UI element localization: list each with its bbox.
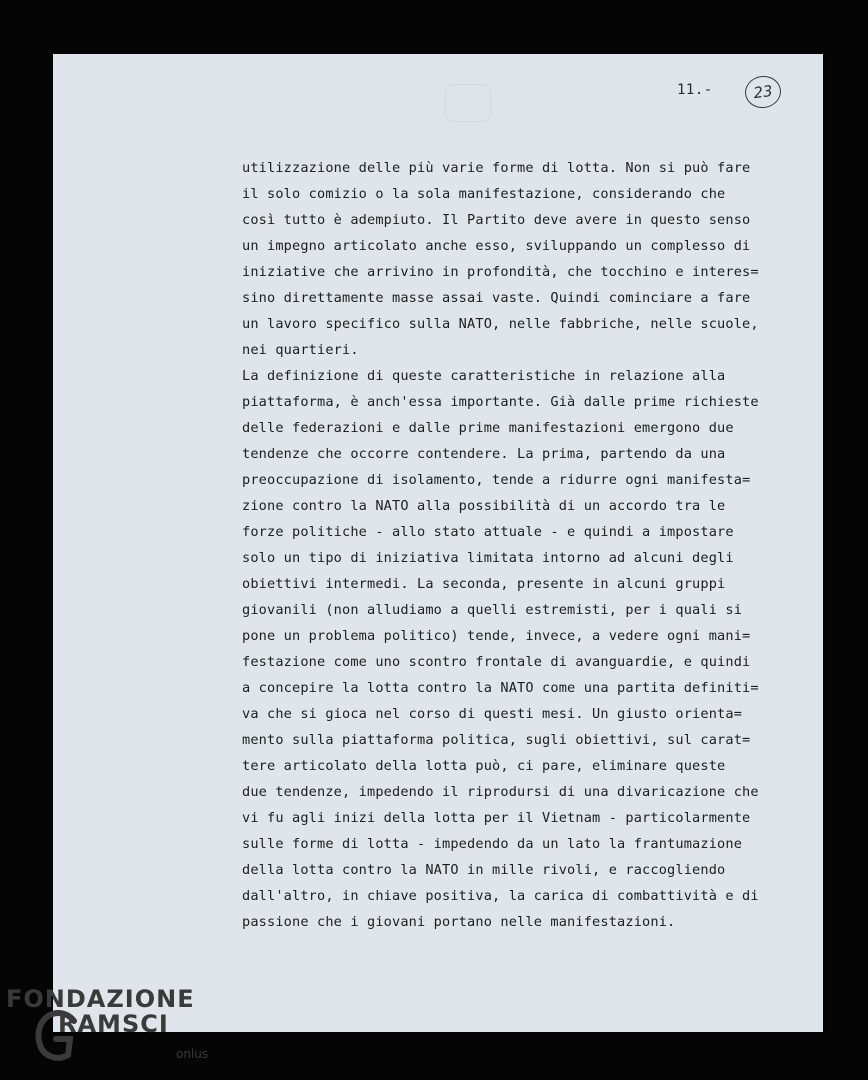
- text-line: dall'altro, in chiave positiva, la carica di combattività e di: [242, 888, 759, 904]
- text-line: della lotta contro la NATO in mille rivoli, e raccogliendo: [242, 862, 726, 878]
- text-line: delle federazioni e dalle prime manifestazioni emergono due: [242, 420, 734, 436]
- text-line: festazione come uno scontro frontale di avanguardie, e quindi: [242, 654, 751, 670]
- page-number: 11.-: [677, 82, 713, 98]
- text-line: preoccupazione di isolamento, tende a ridurre ogni manifesta=: [242, 472, 751, 488]
- text-line: solo un tipo di iniziativa limitata intorno ad alcuni degli: [242, 550, 734, 566]
- logo-onlus: onlus: [176, 1047, 209, 1061]
- logo-text-line2: RAMSCI: [58, 1010, 169, 1038]
- text-line: due tendenze, impedendo il riprodursi di una divaricazione che: [242, 784, 759, 800]
- text-line: tere articolato della lotta può, ci pare, eliminare queste: [242, 758, 726, 774]
- text-line: mento sulla piattaforma politica, sugli obiettivi, sul carat=: [242, 732, 751, 748]
- text-line: un lavoro specifico sulla NATO, nelle fabbriche, nelle scuole,: [242, 316, 759, 332]
- text-line: un impegno articolato anche esso, sviluppando un complesso di: [242, 238, 751, 254]
- text-line: sino direttamente masse assai vaste. Quindi cominciare a fare: [242, 290, 751, 306]
- text-line: va che si gioca nel corso di questi mesi. Un giusto orienta=: [242, 706, 743, 722]
- text-line: tendenze che occorre contendere. La prima, partendo da una: [242, 446, 726, 462]
- text-line: nei quartieri.: [242, 342, 359, 358]
- fondazione-gramsci-logo: [6, 985, 246, 1075]
- text-line: giovanili (non alludiamo a quelli estremisti, per i quali si: [242, 602, 743, 618]
- logo-text-line1: FONDAZIONE: [6, 985, 195, 1013]
- text-line: sulle forme di lotta - impedendo da un lato la frantumazione: [242, 836, 743, 852]
- text-line: il solo comizio o la sola manifestazione, considerando che: [242, 186, 726, 202]
- text-line: a concepire la lotta contro la NATO come una partita definiti=: [242, 680, 759, 696]
- text-line: iniziative che arrivino in profondità, che tocchino e interes=: [242, 264, 759, 280]
- text-line: pone un problema politico) tende, invece, a vedere ogni mani=: [242, 628, 751, 644]
- text-line: vi fu agli inizi della lotta per il Vietnam - particolarmente: [242, 810, 751, 826]
- text-line: zione contro la NATO alla possibilità di un accordo tra le: [242, 498, 726, 514]
- text-line: passione che i giovani portano nelle manifestazioni.: [242, 914, 676, 930]
- text-line: forze politiche - allo stato attuale - e quindi a impostare: [242, 524, 734, 540]
- faint-stamp-mark: [445, 84, 491, 122]
- text-line: La definizione di queste caratteristiche in relazione alla: [242, 368, 726, 384]
- text-line: utilizzazione delle più varie forme di lotta. Non si può fare: [242, 160, 751, 176]
- circled-folio-number: 23: [743, 74, 783, 111]
- text-line: così tutto è adempiuto. Il Partito deve avere in questo senso: [242, 212, 751, 228]
- text-line: obiettivi intermedi. La seconda, presente in alcuni gruppi: [242, 576, 726, 592]
- text-line: piattaforma, è anch'essa importante. Già dalle prime richieste: [242, 394, 759, 410]
- typewritten-body: [242, 155, 812, 935]
- document-page: [53, 54, 823, 1032]
